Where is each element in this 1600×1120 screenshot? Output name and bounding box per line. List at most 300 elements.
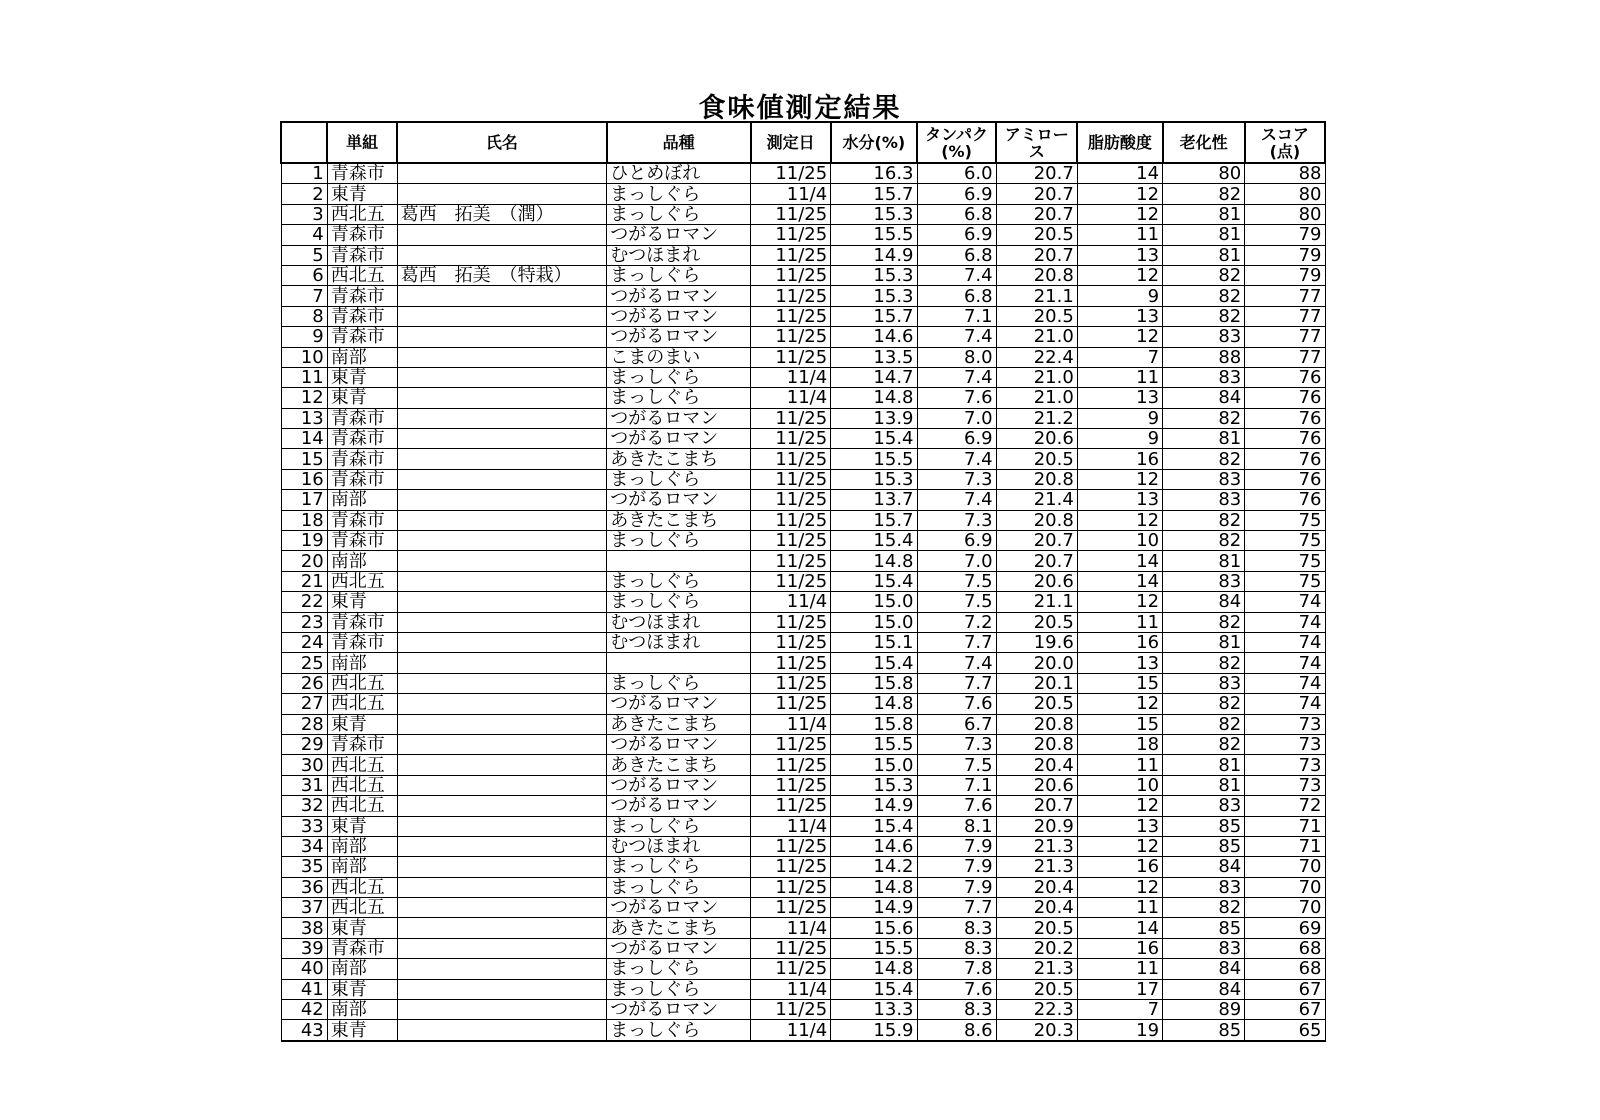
cell-amylose: 20.7 (996, 551, 1077, 571)
header-moisture: 水分(%) (831, 122, 917, 163)
cell-fatty-acid: 10 (1077, 531, 1162, 551)
cell-name (397, 1000, 607, 1020)
cell-fatty-acid: 13 (1077, 306, 1162, 326)
cell-aging: 85 (1163, 836, 1245, 856)
cell-amylose: 21.0 (996, 327, 1077, 347)
cell-aging: 82 (1163, 449, 1245, 469)
cell-no: 41 (281, 979, 327, 999)
cell-date: 11/4 (751, 388, 831, 408)
cell-name (397, 816, 607, 836)
cell-variety: あきたこまち (607, 510, 751, 530)
cell-variety: つがるロマン (607, 225, 751, 245)
cell-fatty-acid: 16 (1077, 632, 1162, 652)
cell-variety: まっしぐら (607, 673, 751, 693)
cell-score: 76 (1245, 490, 1325, 510)
cell-score: 80 (1245, 204, 1325, 224)
cell-score: 73 (1245, 755, 1325, 775)
cell-protein: 7.4 (917, 490, 996, 510)
cell-date: 11/4 (751, 1020, 831, 1041)
cell-moisture: 15.5 (831, 225, 917, 245)
cell-no: 36 (281, 877, 327, 897)
cell-variety: あきたこまち (607, 755, 751, 775)
cell-variety: まっしぐら (607, 979, 751, 999)
cell-amylose: 20.5 (996, 918, 1077, 938)
cell-aging: 81 (1163, 632, 1245, 652)
cell-amylose: 22.3 (996, 1000, 1077, 1020)
cell-no: 4 (281, 225, 327, 245)
cell-name (397, 551, 607, 571)
cell-date: 11/4 (751, 592, 831, 612)
cell-no: 25 (281, 653, 327, 673)
cell-date: 11/4 (751, 918, 831, 938)
cell-fatty-acid: 16 (1077, 449, 1162, 469)
cell-score: 71 (1245, 836, 1325, 856)
cell-fatty-acid: 12 (1077, 184, 1162, 204)
table-row (281, 1000, 1325, 1020)
cell-fatty-acid: 13 (1077, 816, 1162, 836)
cell-variety: むつほまれ (607, 836, 751, 856)
cell-protein: 7.9 (917, 877, 996, 897)
cell-amylose: 21.1 (996, 592, 1077, 612)
cell-protein: 8.1 (917, 816, 996, 836)
cell-variety: つがるロマン (607, 306, 751, 326)
cell-variety: つがるロマン (607, 694, 751, 714)
cell-date: 11/25 (751, 796, 831, 816)
cell-moisture: 13.9 (831, 408, 917, 428)
cell-union: 青森市 (327, 306, 397, 326)
cell-no: 6 (281, 265, 327, 285)
cell-moisture: 15.0 (831, 755, 917, 775)
cell-score: 68 (1245, 938, 1325, 958)
cell-protein: 7.2 (917, 612, 996, 632)
cell-moisture: 14.6 (831, 836, 917, 856)
cell-variety: つがるロマン (607, 938, 751, 958)
cell-fatty-acid: 13 (1077, 388, 1162, 408)
table-row (281, 612, 1325, 632)
cell-date: 11/25 (751, 551, 831, 571)
cell-aging: 82 (1163, 306, 1245, 326)
cell-moisture: 15.7 (831, 184, 917, 204)
cell-date: 11/25 (751, 510, 831, 530)
cell-fatty-acid: 12 (1077, 469, 1162, 489)
cell-no: 17 (281, 490, 327, 510)
cell-score: 73 (1245, 775, 1325, 795)
cell-union: 南部 (327, 347, 397, 367)
cell-protein: 7.3 (917, 510, 996, 530)
cell-score: 74 (1245, 592, 1325, 612)
cell-protein: 7.0 (917, 408, 996, 428)
cell-union: 西北五 (327, 796, 397, 816)
cell-aging: 83 (1163, 367, 1245, 387)
cell-amylose: 21.3 (996, 857, 1077, 877)
cell-score: 70 (1245, 898, 1325, 918)
cell-variety: つがるロマン (607, 408, 751, 428)
cell-moisture: 15.3 (831, 286, 917, 306)
cell-score: 76 (1245, 388, 1325, 408)
cell-aging: 81 (1163, 429, 1245, 449)
cell-variety: つがるロマン (607, 490, 751, 510)
cell-moisture: 14.8 (831, 551, 917, 571)
cell-date: 11/25 (751, 408, 831, 428)
cell-union: 西北五 (327, 673, 397, 693)
cell-variety: まっしぐら (607, 367, 751, 387)
cell-no: 32 (281, 796, 327, 816)
cell-moisture: 13.7 (831, 490, 917, 510)
cell-score: 75 (1245, 571, 1325, 591)
cell-score: 70 (1245, 877, 1325, 897)
cell-name (397, 877, 607, 897)
cell-no: 28 (281, 714, 327, 734)
page-title: 食味値測定結果 (698, 93, 902, 124)
cell-variety (607, 551, 751, 571)
cell-no: 11 (281, 367, 327, 387)
cell-no: 42 (281, 1000, 327, 1020)
cell-score: 74 (1245, 673, 1325, 693)
header-protein: タンパク(%) (917, 122, 996, 163)
cell-moisture: 13.5 (831, 347, 917, 367)
cell-variety: ひとめぼれ (607, 163, 751, 184)
cell-no: 26 (281, 673, 327, 693)
cell-fatty-acid: 18 (1077, 734, 1162, 754)
cell-moisture: 14.2 (831, 857, 917, 877)
cell-protein: 6.8 (917, 286, 996, 306)
cell-aging: 84 (1163, 959, 1245, 979)
cell-no: 15 (281, 449, 327, 469)
cell-variety: つがるロマン (607, 327, 751, 347)
cell-moisture: 14.7 (831, 367, 917, 387)
cell-protein: 6.7 (917, 714, 996, 734)
cell-union: 青森市 (327, 327, 397, 347)
cell-moisture: 16.3 (831, 163, 917, 184)
cell-amylose: 20.8 (996, 734, 1077, 754)
cell-name (397, 225, 607, 245)
table-row (281, 510, 1325, 530)
cell-variety: むつほまれ (607, 245, 751, 265)
cell-amylose: 20.7 (996, 796, 1077, 816)
cell-name: 葛西 拓美 （特栽） (397, 265, 607, 285)
cell-amylose: 20.7 (996, 204, 1077, 224)
cell-date: 11/25 (751, 755, 831, 775)
table-row (281, 775, 1325, 795)
cell-date: 11/25 (751, 245, 831, 265)
cell-union: 南部 (327, 490, 397, 510)
cell-fatty-acid: 14 (1077, 571, 1162, 591)
cell-amylose: 20.1 (996, 673, 1077, 693)
table-row (281, 531, 1325, 551)
cell-variety: つがるロマン (607, 1000, 751, 1020)
cell-amylose: 20.3 (996, 1020, 1077, 1041)
cell-no: 3 (281, 204, 327, 224)
cell-protein: 8.3 (917, 1000, 996, 1020)
header-row (281, 122, 1325, 163)
cell-no: 24 (281, 632, 327, 652)
cell-union: 東青 (327, 388, 397, 408)
cell-no: 38 (281, 918, 327, 938)
cell-protein: 7.4 (917, 653, 996, 673)
cell-name (397, 714, 607, 734)
cell-date: 11/4 (751, 979, 831, 999)
cell-aging: 82 (1163, 714, 1245, 734)
cell-fatty-acid: 14 (1077, 551, 1162, 571)
cell-protein: 7.0 (917, 551, 996, 571)
header-union: 単組 (327, 122, 397, 163)
cell-score: 67 (1245, 1000, 1325, 1020)
cell-date: 11/4 (751, 816, 831, 836)
table-row (281, 918, 1325, 938)
cell-no: 20 (281, 551, 327, 571)
cell-name (397, 592, 607, 612)
cell-score: 74 (1245, 653, 1325, 673)
cell-protein: 7.6 (917, 979, 996, 999)
cell-no: 34 (281, 836, 327, 856)
cell-score: 71 (1245, 816, 1325, 836)
cell-no: 43 (281, 1020, 327, 1041)
cell-date: 11/4 (751, 714, 831, 734)
cell-amylose: 20.6 (996, 775, 1077, 795)
cell-aging: 80 (1163, 163, 1245, 184)
cell-aging: 82 (1163, 286, 1245, 306)
cell-score: 79 (1245, 225, 1325, 245)
cell-score: 77 (1245, 327, 1325, 347)
cell-fatty-acid: 12 (1077, 877, 1162, 897)
cell-protein: 6.9 (917, 429, 996, 449)
cell-aging: 88 (1163, 347, 1245, 367)
cell-union: 南部 (327, 1000, 397, 1020)
cell-score: 72 (1245, 796, 1325, 816)
cell-moisture: 15.4 (831, 979, 917, 999)
cell-aging: 83 (1163, 469, 1245, 489)
cell-score: 68 (1245, 959, 1325, 979)
cell-protein: 8.3 (917, 918, 996, 938)
cell-union: 東青 (327, 714, 397, 734)
header-score: スコア(点) (1245, 122, 1325, 163)
cell-variety: まっしぐら (607, 571, 751, 591)
cell-fatty-acid: 11 (1077, 959, 1162, 979)
table-row (281, 632, 1325, 652)
cell-union: 青森市 (327, 286, 397, 306)
table-body (281, 163, 1325, 1041)
cell-name (397, 836, 607, 856)
cell-variety: つがるロマン (607, 796, 751, 816)
table-row (281, 286, 1325, 306)
cell-aging: 82 (1163, 694, 1245, 714)
cell-amylose: 21.1 (996, 286, 1077, 306)
cell-union: 青森市 (327, 408, 397, 428)
cell-protein: 7.7 (917, 673, 996, 693)
cell-union: 西北五 (327, 204, 397, 224)
cell-moisture: 15.0 (831, 592, 917, 612)
cell-date: 11/25 (751, 163, 831, 184)
cell-amylose: 20.4 (996, 755, 1077, 775)
cell-aging: 82 (1163, 612, 1245, 632)
cell-name (397, 694, 607, 714)
cell-union: 西北五 (327, 694, 397, 714)
cell-amylose: 21.2 (996, 408, 1077, 428)
cell-fatty-acid: 15 (1077, 673, 1162, 693)
cell-no: 37 (281, 898, 327, 918)
cell-amylose: 20.5 (996, 694, 1077, 714)
cell-date: 11/25 (751, 938, 831, 958)
cell-amylose: 21.0 (996, 388, 1077, 408)
cell-union: 青森市 (327, 225, 397, 245)
table-row (281, 714, 1325, 734)
cell-protein: 7.1 (917, 775, 996, 795)
cell-score: 88 (1245, 163, 1325, 184)
cell-variety: まっしぐら (607, 592, 751, 612)
cell-variety: まっしぐら (607, 1020, 751, 1041)
table-row (281, 327, 1325, 347)
cell-aging: 83 (1163, 490, 1245, 510)
table-row (281, 469, 1325, 489)
table-row (281, 163, 1325, 184)
cell-fatty-acid: 12 (1077, 265, 1162, 285)
cell-amylose: 20.9 (996, 816, 1077, 836)
cell-date: 11/25 (751, 204, 831, 224)
cell-fatty-acid: 9 (1077, 408, 1162, 428)
cell-date: 11/25 (751, 225, 831, 245)
cell-aging: 83 (1163, 796, 1245, 816)
cell-amylose: 20.4 (996, 877, 1077, 897)
cell-protein: 6.8 (917, 204, 996, 224)
cell-date: 11/25 (751, 857, 831, 877)
cell-date: 11/25 (751, 836, 831, 856)
table-row (281, 694, 1325, 714)
cell-moisture: 15.7 (831, 510, 917, 530)
cell-union: 東青 (327, 592, 397, 612)
cell-no: 19 (281, 531, 327, 551)
cell-name (397, 938, 607, 958)
header-fatty-acid: 脂肪酸度 (1077, 122, 1162, 163)
cell-score: 76 (1245, 367, 1325, 387)
cell-moisture: 15.3 (831, 775, 917, 795)
header-amylose: アミロース (996, 122, 1077, 163)
cell-moisture: 14.8 (831, 959, 917, 979)
cell-amylose: 20.6 (996, 571, 1077, 591)
cell-moisture: 15.4 (831, 816, 917, 836)
cell-amylose: 20.8 (996, 510, 1077, 530)
cell-moisture: 15.3 (831, 265, 917, 285)
cell-moisture: 14.9 (831, 796, 917, 816)
cell-aging: 82 (1163, 898, 1245, 918)
cell-date: 11/25 (751, 306, 831, 326)
table-row (281, 245, 1325, 265)
table-row (281, 857, 1325, 877)
table-row (281, 551, 1325, 571)
cell-no: 33 (281, 816, 327, 836)
cell-amylose: 20.5 (996, 449, 1077, 469)
cell-moisture: 15.4 (831, 653, 917, 673)
cell-name (397, 755, 607, 775)
table-row (281, 306, 1325, 326)
cell-date: 11/25 (751, 775, 831, 795)
cell-protein: 7.3 (917, 734, 996, 754)
cell-score: 76 (1245, 469, 1325, 489)
cell-fatty-acid: 15 (1077, 714, 1162, 734)
cell-fatty-acid: 10 (1077, 775, 1162, 795)
cell-amylose: 20.8 (996, 265, 1077, 285)
table-row (281, 653, 1325, 673)
cell-no: 30 (281, 755, 327, 775)
header-no (281, 122, 327, 163)
cell-date: 11/25 (751, 694, 831, 714)
cell-protein: 7.6 (917, 796, 996, 816)
cell-protein: 7.1 (917, 306, 996, 326)
table-row (281, 592, 1325, 612)
cell-fatty-acid: 19 (1077, 1020, 1162, 1041)
cell-amylose: 21.3 (996, 836, 1077, 856)
cell-aging: 81 (1163, 755, 1245, 775)
cell-protein: 7.9 (917, 836, 996, 856)
header-aging: 老化性 (1163, 122, 1245, 163)
cell-variety: まっしぐら (607, 184, 751, 204)
cell-aging: 81 (1163, 204, 1245, 224)
cell-union: 南部 (327, 836, 397, 856)
cell-name (397, 286, 607, 306)
cell-amylose: 20.8 (996, 469, 1077, 489)
cell-name (397, 184, 607, 204)
cell-score: 76 (1245, 449, 1325, 469)
cell-union: 青森市 (327, 510, 397, 530)
cell-score: 77 (1245, 347, 1325, 367)
cell-date: 11/25 (751, 429, 831, 449)
cell-amylose: 20.5 (996, 225, 1077, 245)
cell-no: 21 (281, 571, 327, 591)
cell-moisture: 15.7 (831, 306, 917, 326)
cell-union: 南部 (327, 959, 397, 979)
cell-aging: 81 (1163, 245, 1245, 265)
cell-name (397, 632, 607, 652)
cell-aging: 81 (1163, 551, 1245, 571)
cell-aging: 81 (1163, 775, 1245, 795)
cell-date: 11/25 (751, 959, 831, 979)
cell-aging: 83 (1163, 938, 1245, 958)
cell-moisture: 15.8 (831, 714, 917, 734)
cell-fatty-acid: 9 (1077, 286, 1162, 306)
cell-aging: 83 (1163, 571, 1245, 591)
cell-aging: 81 (1163, 225, 1245, 245)
cell-union: 西北五 (327, 265, 397, 285)
table-row (281, 959, 1325, 979)
cell-amylose: 20.5 (996, 979, 1077, 999)
cell-moisture: 15.5 (831, 938, 917, 958)
cell-date: 11/4 (751, 367, 831, 387)
table-row (281, 204, 1325, 224)
cell-variety: つがるロマン (607, 286, 751, 306)
cell-name (397, 612, 607, 632)
table-row (281, 836, 1325, 856)
cell-protein: 6.0 (917, 163, 996, 184)
table-row (281, 184, 1325, 204)
cell-score: 75 (1245, 551, 1325, 571)
cell-fatty-acid: 12 (1077, 836, 1162, 856)
cell-amylose: 20.5 (996, 306, 1077, 326)
cell-score: 73 (1245, 734, 1325, 754)
cell-date: 11/25 (751, 347, 831, 367)
cell-score: 76 (1245, 429, 1325, 449)
cell-name (397, 531, 607, 551)
cell-protein: 7.4 (917, 367, 996, 387)
cell-protein: 7.8 (917, 959, 996, 979)
cell-date: 11/25 (751, 327, 831, 347)
cell-name (397, 449, 607, 469)
cell-variety: むつほまれ (607, 632, 751, 652)
cell-moisture: 14.9 (831, 245, 917, 265)
cell-no: 1 (281, 163, 327, 184)
cell-no: 5 (281, 245, 327, 265)
cell-name (397, 857, 607, 877)
cell-union: 東青 (327, 918, 397, 938)
cell-name (397, 388, 607, 408)
